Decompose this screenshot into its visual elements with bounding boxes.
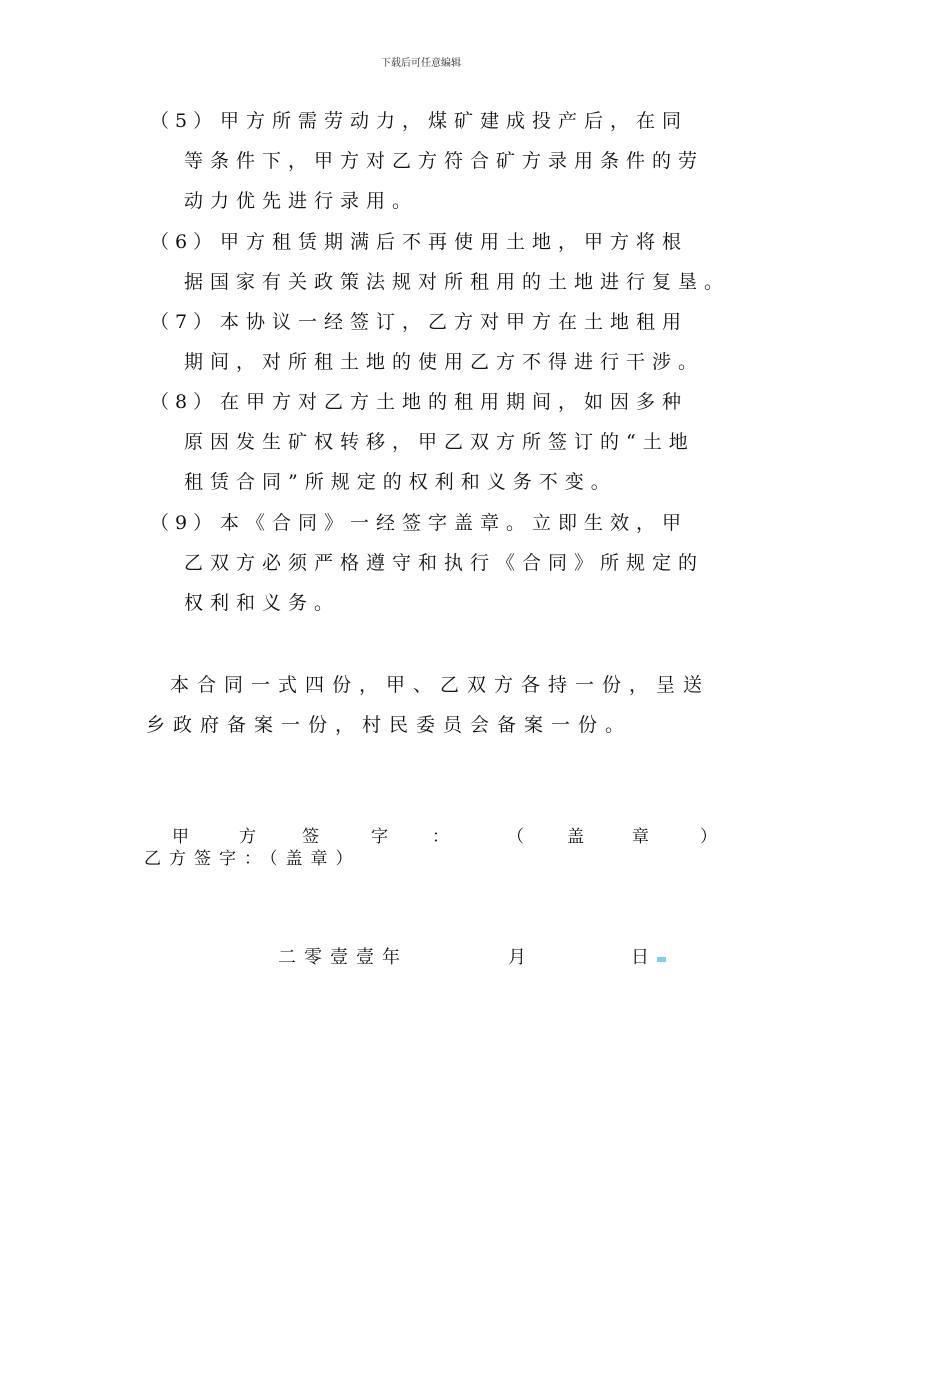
date-year: 二零壹壹年 xyxy=(278,947,408,968)
sign-char: （ xyxy=(507,827,524,847)
clause-line: 权利和义务。 xyxy=(184,592,341,614)
clause-line xyxy=(150,222,740,262)
closing-paragraph xyxy=(146,665,746,745)
clause-text: 本协议一经签订，乙方对甲方在土地租用 xyxy=(220,311,689,333)
clause-text: 在甲方对乙方土地的租用期间，如因多种 xyxy=(220,391,689,413)
clause-number: （8） xyxy=(150,391,219,413)
clause-8 xyxy=(150,382,740,502)
clause-number: （9） xyxy=(150,512,219,534)
clause-line xyxy=(150,101,740,141)
clause-line: 等条件下，甲方对乙方符合矿方录用条件的劳 xyxy=(184,150,705,172)
party-b-signature: 乙方签字：（盖章） xyxy=(144,849,361,869)
clause-text: 本《合同》一经签字盖章。立即生效，甲 xyxy=(220,512,689,534)
sign-char: ： xyxy=(432,827,449,847)
clause-number: （5） xyxy=(150,110,219,132)
date-row xyxy=(0,946,950,970)
clause-line: 期间，对所租土地的使用乙方不得进行干涉。 xyxy=(184,351,705,373)
clause-number: （6） xyxy=(150,231,219,253)
clause-line xyxy=(150,503,740,543)
clause-line xyxy=(150,302,740,342)
party-a-signature xyxy=(172,826,717,848)
clause-9 xyxy=(150,503,740,623)
clause-number: （7） xyxy=(150,311,219,333)
clause-text: 甲方租赁期满后不再使用土地，甲方将根 xyxy=(220,231,689,253)
clause-line: 租赁合同”所规定的权利和义务不变。 xyxy=(184,471,617,493)
sign-char: 方 xyxy=(239,827,256,847)
sign-char: 盖 xyxy=(567,827,584,847)
clause-6 xyxy=(150,222,740,302)
clause-line: 乙双方必须严格遵守和执行《合同》所规定的 xyxy=(184,552,705,574)
clause-line: 动力优先进行录用。 xyxy=(184,190,419,212)
closing-line-1: 本合同一式四份，甲、乙双方各持一份，呈送 xyxy=(170,674,711,696)
date-month: 月 xyxy=(508,947,526,968)
sign-char: 签 xyxy=(302,827,319,847)
clause-text: 甲方所需劳动力，煤矿建成投产后，在同 xyxy=(220,110,689,132)
clause-5 xyxy=(150,101,740,221)
clause-line: 据国家有关政策法规对所租用的土地进行复垦。 xyxy=(184,271,731,293)
clause-line: 原因发生矿权转移，甲乙双方所签订的“土地 xyxy=(184,431,695,453)
date-day: 日 xyxy=(631,947,649,968)
sign-char: 甲 xyxy=(172,827,189,847)
sign-char: ） xyxy=(700,827,717,847)
header-note: 下载后可任意编辑 xyxy=(381,58,461,69)
sign-char: 字 xyxy=(371,827,388,847)
clause-7 xyxy=(150,302,740,382)
text-cursor-mark xyxy=(657,957,666,962)
clause-line xyxy=(150,382,740,422)
closing-line-2: 乡政府备案一份，村民委员会备案一份。 xyxy=(146,714,633,736)
sign-char: 章 xyxy=(632,827,649,847)
